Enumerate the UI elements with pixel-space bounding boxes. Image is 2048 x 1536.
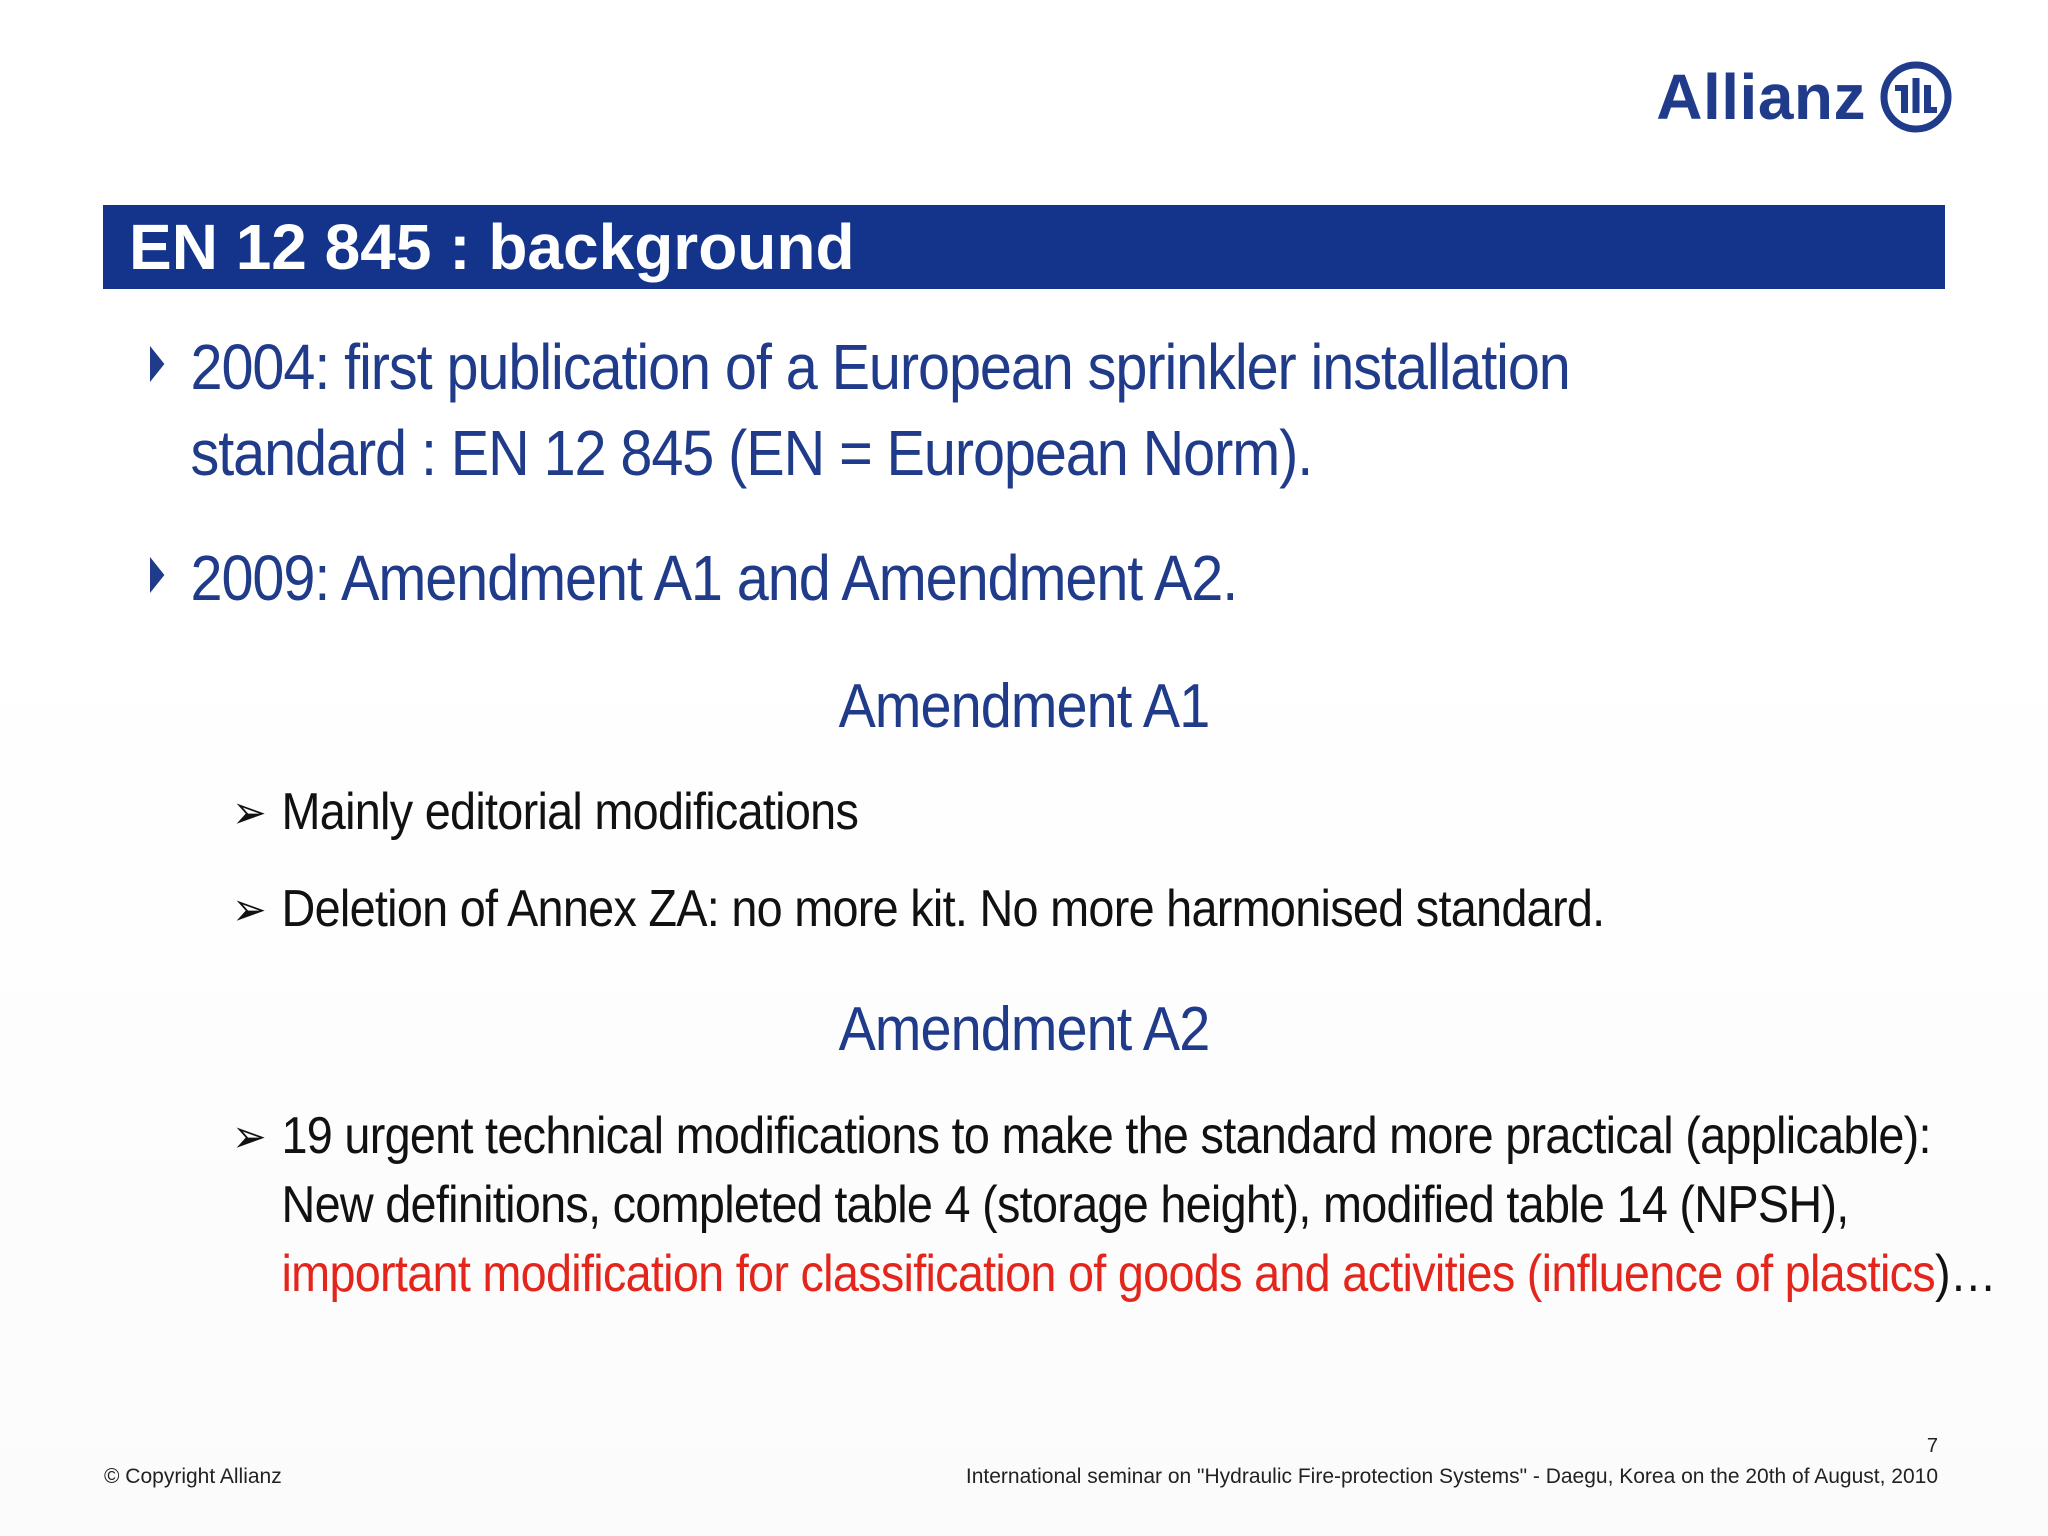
sub-bullet-item: [232, 875, 1969, 944]
triangle-bullet-icon: [150, 346, 164, 382]
amendment-a1-heading: Amendment A1: [838, 672, 1210, 741]
title-bar: [103, 205, 1945, 289]
arrowhead-bullet-icon: ➢: [232, 786, 266, 838]
sub-bullet-text: Deletion of Annex ZA: no more kit. No more harmonised standard.: [281, 880, 1605, 938]
page-number: 7: [1926, 1435, 1938, 1457]
a2-text-black: 19 urgent technical modifications to make the standard more practical (applicable): New definitions, completed table 4 (storage height), modified table 14 (NPSH),: [281, 1107, 1931, 1234]
footer-event: International seminar on "Hydraulic Fire-protection Systems" - Daegu, Korea on the 20th of August, 2010: [965, 1465, 1938, 1488]
allianz-emblem-icon: [1880, 61, 1952, 133]
footer-copyright: © Copyright Allianz: [104, 1465, 282, 1488]
bullet-text: 2004: first publication of a European sprinkler installation standard : EN 12 845 (EN = European Norm).: [190, 331, 1570, 489]
sub-bullet-item: [232, 1102, 2005, 1309]
arrowhead-bullet-icon: ➢: [232, 1110, 266, 1162]
a2-text-end: )…: [1934, 1245, 1996, 1303]
allianz-logo: [1656, 60, 1952, 134]
arrowhead-bullet-icon: ➢: [232, 883, 266, 935]
slide-title: EN 12 845 : background: [129, 211, 855, 283]
bullet-text: 2009: Amendment A1 and Amendment A2.: [190, 542, 1238, 614]
bullet-item: [150, 535, 1761, 621]
sub-bullet-item: [232, 778, 1969, 847]
amendment-a2-heading: Amendment A2: [838, 995, 1210, 1064]
logo-wordmark: Allianz: [1656, 61, 1866, 133]
bullet-item: [150, 324, 1761, 496]
sub-bullet-text: Mainly editorial modifications: [281, 783, 859, 841]
sub-bullet-text: [232, 1102, 2005, 1309]
a2-text-red: important modification for classification of goods and activities (influence of plastics: [281, 1245, 1935, 1303]
triangle-bullet-icon: [150, 557, 164, 593]
